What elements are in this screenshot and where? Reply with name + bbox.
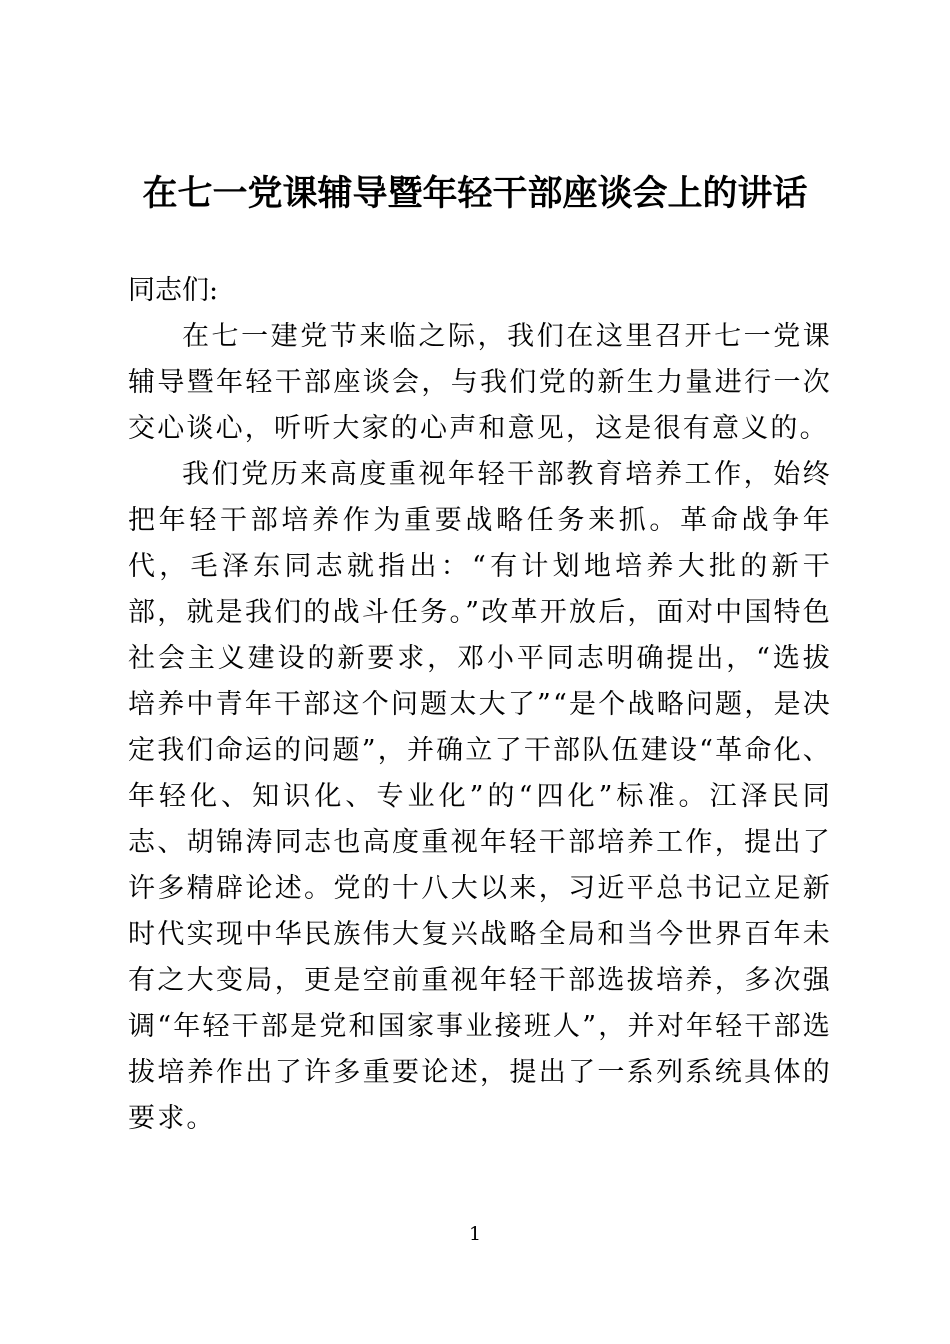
salutation: 同志们: — [128, 275, 219, 306]
page-number: 1 — [468, 1223, 482, 1245]
document-body — [128, 268, 832, 1142]
paragraph-1: 在七一建党节来临之际，我们在这里召开七一党课辅导暨年轻干部座谈会，与我们党的新生力量进行一次交心谈心，听听大家的心声和意见，这是很有意义的。 — [128, 321, 832, 444]
paragraph-2: 我们党历来高度重视年轻干部教育培养工作，始终把年轻干部培养作为重要战略任务来抓。革命战争年代，毛泽东同志就指出：“有计划地培养大批的新干部，就是我们的战斗任务。”改革开放后，面对中国特色社会主义建设的新要求，邓小平同志明确提出，“选拔培养中青年干部这个问题太大了”“是个战略问题，是决定我们命运的问题”，并确立了干部队伍建设“革命化、年轻化、知识化、专业化”的“四化”标准。江泽民同志、胡锦涛同志也高度重视年轻干部培养工作，提出了许多精辟论述。党的十八大以来，习近平总书记立足新时代实现中华民族伟大复兴战略全局和当今世界百年未有之大变局，更是空前重视年轻干部选拔培养，多次强调“年轻干部是党和国家事业接班人”，并对年轻干部选拔培养作出了许多重要论述，提出了一系列系统具体的要求。 — [128, 459, 832, 1134]
document-title: 在七一党课辅导暨年轻干部座谈会上的讲话 — [142, 173, 808, 214]
